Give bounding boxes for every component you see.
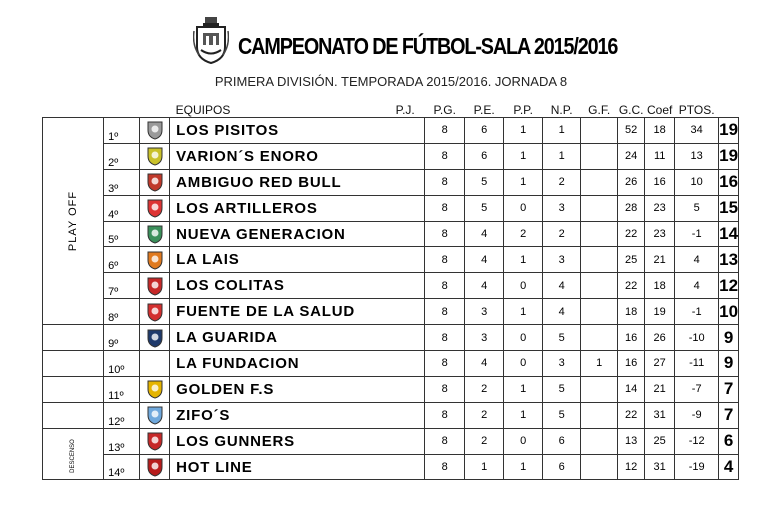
points-cell: 9: [719, 325, 739, 351]
stat-pj: 8: [425, 221, 465, 247]
stat-coef: -19: [675, 454, 719, 480]
team-logo-cell: [140, 299, 170, 325]
points-cell: 6: [719, 428, 739, 454]
stat-pe: 1: [504, 402, 543, 428]
stat-gc: 26: [645, 325, 675, 351]
stat-pg: 6: [465, 118, 504, 144]
column-header-team: EQUIPOS: [175, 103, 231, 117]
team-logo-cell: [140, 273, 170, 299]
team-logo-cell: [140, 351, 170, 377]
team-logo-cell: [140, 247, 170, 273]
stat-pp: 5: [543, 325, 581, 351]
table-row: [43, 454, 739, 480]
team-name: LOS ARTILLEROS: [170, 195, 425, 221]
stat-np: [581, 273, 618, 299]
bat-yellow-red-shield-icon: [145, 379, 165, 399]
team-logo-cell: [140, 143, 170, 169]
stat-np: [581, 169, 618, 195]
position-cell: 5º: [104, 221, 140, 247]
stat-pg: 2: [465, 428, 504, 454]
team-name: LOS GUNNERS: [170, 428, 425, 454]
team-name: LOS PISITOS: [170, 118, 425, 144]
team-name: VARION´S ENORO: [170, 143, 425, 169]
stat-pe: 0: [504, 195, 543, 221]
table-row: [43, 351, 739, 377]
points-cell: 13: [719, 247, 739, 273]
stat-pj: 8: [425, 169, 465, 195]
team-name: LA FUNDACION: [170, 351, 425, 377]
stat-coef: -7: [675, 376, 719, 402]
stat-coef: 5: [675, 195, 719, 221]
stat-pj: 8: [425, 118, 465, 144]
stat-gf: 22: [618, 221, 645, 247]
position-cell: 13º: [104, 428, 140, 454]
stat-gf: 14: [618, 376, 645, 402]
position-cell: 14º: [104, 454, 140, 480]
page-title: CAMPEONATO DE FÚTBOL-SALA 2015/2016: [238, 33, 618, 59]
stat-pp: 5: [543, 402, 581, 428]
stat-pj: 8: [425, 428, 465, 454]
stat-pp: 3: [543, 247, 581, 273]
standings-table: [42, 99, 739, 480]
team-name: LA LAIS: [170, 247, 425, 273]
stat-pg: 1: [465, 454, 504, 480]
page-subtitle: PRIMERA DIVISIÓN. TEMPORADA 2015/2016. JORNADA 8: [214, 74, 568, 89]
descenso-label-text: DESCENSO: [70, 439, 77, 473]
yellow-green-crest-icon: [145, 146, 165, 166]
stat-pe: 1: [504, 299, 543, 325]
stat-gf: 12: [618, 454, 645, 480]
stat-gf: 16: [618, 325, 645, 351]
points-cell: 16: [719, 169, 739, 195]
team-name: GOLDEN F.S: [170, 376, 425, 402]
stat-coef: -1: [675, 299, 719, 325]
stat-pe: 0: [504, 273, 543, 299]
points-cell: 9: [719, 351, 739, 377]
stat-pj: 8: [425, 299, 465, 325]
stat-pg: 4: [465, 351, 504, 377]
team-name: LOS COLITAS: [170, 273, 425, 299]
stat-pp: 2: [543, 221, 581, 247]
table-row: [43, 325, 739, 351]
column-header-pe: P.E.: [473, 103, 495, 117]
position-cell: 8º: [104, 299, 140, 325]
stat-gf: 26: [618, 169, 645, 195]
points-cell: 12: [719, 273, 739, 299]
team-name: HOT LINE: [170, 454, 425, 480]
table-row: [43, 221, 739, 247]
team-name: NUEVA GENERACION: [170, 221, 425, 247]
column-header-np: N.P.: [550, 103, 573, 117]
points-cell: 19: [719, 143, 739, 169]
stat-gc: 21: [645, 247, 675, 273]
stat-coef: -12: [675, 428, 719, 454]
table-row: [43, 143, 739, 169]
points-cell: 7: [719, 402, 739, 428]
stat-np: [581, 376, 618, 402]
navy-shield-icon: [145, 328, 165, 348]
stat-gc: 18: [645, 273, 675, 299]
header-row: [43, 99, 739, 118]
stat-pe: 1: [504, 376, 543, 402]
team-logo-cell: [140, 325, 170, 351]
group-spacer-cell: [43, 376, 104, 402]
stat-pj: 8: [425, 273, 465, 299]
table-row: [43, 273, 739, 299]
points-cell: 15: [719, 195, 739, 221]
stat-pe: 0: [504, 325, 543, 351]
team-logo-cell: [140, 402, 170, 428]
stat-coef: -1: [675, 221, 719, 247]
position-cell: 12º: [104, 402, 140, 428]
stat-pp: 4: [543, 273, 581, 299]
column-header-gf: G.F.: [588, 103, 611, 117]
stat-pe: 1: [504, 143, 543, 169]
stat-np: [581, 221, 618, 247]
stat-pj: 8: [425, 351, 465, 377]
table-row: [43, 376, 739, 402]
stat-gf: 22: [618, 273, 645, 299]
stat-pj: 8: [425, 454, 465, 480]
stat-np: [581, 454, 618, 480]
position-cell: 6º: [104, 247, 140, 273]
team-logo-cell: [140, 454, 170, 480]
stat-gf: 13: [618, 428, 645, 454]
stat-pg: 5: [465, 195, 504, 221]
stat-np: [581, 143, 618, 169]
team-name: LA GUARIDA: [170, 325, 425, 351]
stat-pp: 6: [543, 428, 581, 454]
stat-pg: 2: [465, 402, 504, 428]
stat-pj: 8: [425, 247, 465, 273]
team-logo-cell: [140, 195, 170, 221]
stat-gf: 16: [618, 351, 645, 377]
playoff-group-label: [43, 118, 104, 325]
stat-gc: 16: [645, 169, 675, 195]
stat-pe: 1: [504, 454, 543, 480]
stat-np: [581, 428, 618, 454]
stat-pj: 8: [425, 143, 465, 169]
column-header-pts: PTOS.: [678, 103, 715, 117]
blue-green-crest-icon: [145, 224, 165, 244]
stat-np: [581, 299, 618, 325]
table-row: [43, 299, 739, 325]
team-name: ZIFO´S: [170, 402, 425, 428]
points-cell: 7: [719, 376, 739, 402]
stat-coef: 13: [675, 143, 719, 169]
stat-coef: 4: [675, 247, 719, 273]
stat-coef: -10: [675, 325, 719, 351]
stat-np: [581, 195, 618, 221]
red-white-stripes-shield-icon: [145, 302, 165, 322]
stat-gc: 23: [645, 195, 675, 221]
table-row: [43, 169, 739, 195]
points-cell: 14: [719, 221, 739, 247]
playoff-label-text: PLAY OFF: [67, 190, 80, 252]
stat-coef: 34: [675, 118, 719, 144]
table-row: [43, 195, 739, 221]
position-cell: 1º: [104, 118, 140, 144]
stat-gc: 19: [645, 299, 675, 325]
points-cell: 19: [719, 118, 739, 144]
stat-gc: 31: [645, 454, 675, 480]
stat-pe: 2: [504, 221, 543, 247]
stat-pp: 4: [543, 299, 581, 325]
stat-pp: 2: [543, 169, 581, 195]
municipal-coat-of-arms-icon: [193, 15, 229, 65]
stat-pe: 1: [504, 118, 543, 144]
stat-gc: 25: [645, 428, 675, 454]
stat-coef: -9: [675, 402, 719, 428]
group-spacer-cell: [43, 402, 104, 428]
stat-pg: 4: [465, 247, 504, 273]
column-header-gc: G.C.: [618, 103, 644, 117]
red-shield-icon: [145, 457, 165, 477]
stat-np: 1: [581, 351, 618, 377]
stat-pp: 3: [543, 195, 581, 221]
column-header-pj: P.J.: [395, 103, 415, 117]
light-blue-crest-icon: [145, 405, 165, 425]
column-header-pg: P.G.: [433, 103, 456, 117]
team-logo-cell: [140, 169, 170, 195]
stat-pj: 8: [425, 195, 465, 221]
team-logo-cell: [140, 221, 170, 247]
group-spacer-cell: [43, 351, 104, 377]
stat-np: [581, 402, 618, 428]
stat-pj: 8: [425, 402, 465, 428]
stat-gc: 27: [645, 351, 675, 377]
stat-gf: 52: [618, 118, 645, 144]
stat-pj: 8: [425, 376, 465, 402]
position-cell: 2º: [104, 143, 140, 169]
position-cell: 3º: [104, 169, 140, 195]
position-cell: 7º: [104, 273, 140, 299]
stat-gf: 22: [618, 402, 645, 428]
position-cell: 10º: [104, 351, 140, 377]
stat-np: [581, 118, 618, 144]
stat-pp: 1: [543, 118, 581, 144]
stat-np: [581, 247, 618, 273]
team-name: FUENTE DE LA SALUD: [170, 299, 425, 325]
stat-pg: 3: [465, 325, 504, 351]
stat-gf: 25: [618, 247, 645, 273]
stat-pp: 1: [543, 143, 581, 169]
team-logo-cell: [140, 428, 170, 454]
team-name: AMBIGUO RED BULL: [170, 169, 425, 195]
team-logo-cell: [140, 376, 170, 402]
stat-gc: 21: [645, 376, 675, 402]
table-row: [43, 428, 739, 454]
stat-coef: 10: [675, 169, 719, 195]
team-logo-cell: [140, 118, 170, 144]
stat-coef: 4: [675, 273, 719, 299]
column-header-pp: P.P.: [513, 103, 533, 117]
stat-pg: 6: [465, 143, 504, 169]
stat-pg: 3: [465, 299, 504, 325]
position-cell: 9º: [104, 325, 140, 351]
stat-pp: 5: [543, 376, 581, 402]
grey-crest-icon: [145, 120, 165, 140]
red-bull-crest-icon: [145, 172, 165, 192]
stat-pe: 0: [504, 351, 543, 377]
stat-gf: 24: [618, 143, 645, 169]
stat-pg: 4: [465, 221, 504, 247]
stat-pg: 4: [465, 273, 504, 299]
red-yellow-crest-icon: [145, 276, 165, 296]
column-header-coef: Coef: [646, 103, 673, 117]
position-cell: 4º: [104, 195, 140, 221]
table-row: [43, 118, 739, 144]
table-row: [43, 247, 739, 273]
stat-gf: 18: [618, 299, 645, 325]
stat-pp: 6: [543, 454, 581, 480]
stat-pj: 8: [425, 325, 465, 351]
red-white-shield-icon: [145, 198, 165, 218]
stat-gc: 18: [645, 118, 675, 144]
position-cell: 11º: [104, 376, 140, 402]
stat-gc: 11: [645, 143, 675, 169]
stat-pg: 5: [465, 169, 504, 195]
descenso-group-label: [43, 428, 104, 480]
stat-pe: 0: [504, 428, 543, 454]
stat-gf: 28: [618, 195, 645, 221]
stat-gc: 23: [645, 221, 675, 247]
red-cannon-crest-icon: [145, 431, 165, 451]
points-cell: 10: [719, 299, 739, 325]
stat-pe: 1: [504, 169, 543, 195]
stat-coef: -11: [675, 351, 719, 377]
stat-gc: 31: [645, 402, 675, 428]
group-spacer-cell: [43, 325, 104, 351]
points-cell: 4: [719, 454, 739, 480]
stat-pg: 2: [465, 376, 504, 402]
stat-pe: 1: [504, 247, 543, 273]
table-row: [43, 402, 739, 428]
orange-green-crest-icon: [145, 250, 165, 270]
stat-pp: 3: [543, 351, 581, 377]
stat-np: [581, 325, 618, 351]
